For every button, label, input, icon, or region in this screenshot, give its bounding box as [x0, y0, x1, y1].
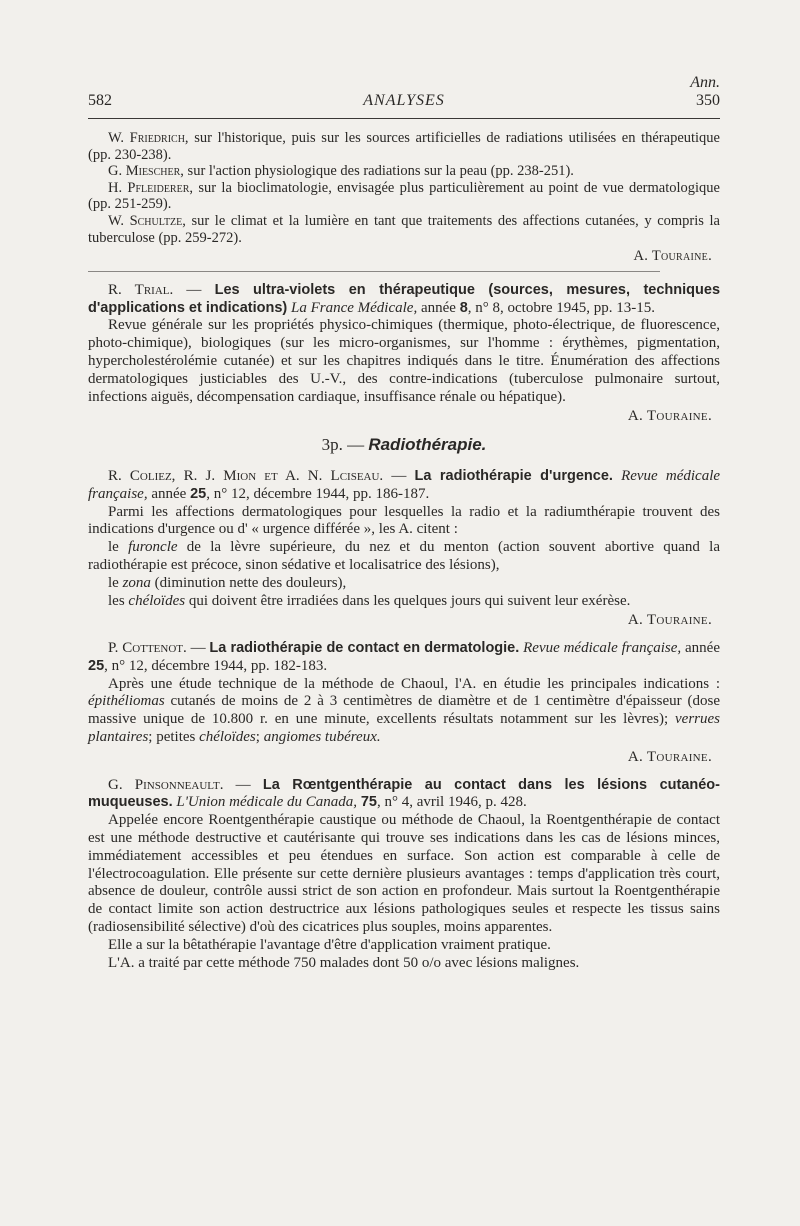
ref-text: , n° 12, décembre 1944, pp. 182-183.: [104, 657, 328, 674]
body-text: le: [108, 574, 123, 591]
signature: A. Touraine.: [633, 248, 712, 265]
journal-name: La France Médicale,: [287, 299, 418, 316]
entry-title: La radiothérapie de contact en dermatologie.: [209, 640, 520, 657]
signature: A. Touraine.: [627, 612, 712, 629]
body-text: le: [108, 539, 129, 556]
body-text: qui doivent être irradiées dans les quelques jours qui suivent leur exérèse.: [185, 592, 631, 609]
dash: —: [342, 435, 369, 455]
body-text: ; petites: [148, 729, 200, 746]
prelude-line: [88, 163, 720, 180]
abstract-entry: [88, 282, 720, 426]
prelude-author: W. Schultze,: [108, 212, 186, 229]
prelude-line: [88, 130, 720, 163]
body-italic: verrues plantaires: [88, 711, 720, 746]
page-content: [88, 130, 720, 972]
entry-citation: [88, 777, 720, 813]
ref-volume: 8: [459, 299, 468, 316]
entry-body-item: [88, 593, 720, 611]
signature: A. Touraine.: [627, 748, 712, 765]
ref-text: , n° 4, avril 1946, p. 428.: [376, 794, 527, 811]
entry-author: G. Pinsonneault.: [108, 776, 224, 793]
body-text: ;: [255, 729, 264, 746]
abstract-entry: [88, 468, 720, 630]
body-text: les: [108, 592, 129, 609]
body-italic: zona: [122, 574, 151, 591]
ref-volume: 75: [360, 794, 377, 811]
entry-title: La radiothérapie d'urgence.: [414, 467, 613, 484]
running-title: ANALYSES: [363, 92, 445, 109]
separator: [88, 271, 660, 272]
section-heading: [88, 436, 720, 454]
section-code: 3p.: [321, 435, 343, 455]
entry-citation: [88, 282, 720, 318]
prelude-line: [88, 180, 720, 213]
section-title: Radiothérapie.: [368, 435, 487, 455]
dash: —: [186, 640, 210, 657]
volume-number: 350: [696, 92, 720, 109]
journal-name: Revue médicale française,: [519, 640, 682, 657]
entry-body: Elle a sur la bêtathérapie l'avantage d'être d'application vraiment pratique.: [108, 936, 551, 953]
entry-body: Revue générale sur les propriétés physico-chimiques (thermique, photo-électrique, de fluorescence, photo-chimique), biologiques (sur les micro-organismes, sur l'homme : érythèmes, pigmentation, hypercholestérolémie cutanée) et sur les chapitres indiqués dans le titre. Énumération des affections dermatologiques justiciables des U.-V., des contre-indications (tuberculose pulmonaire surtout, infections aiguës, décompensation cardiaque, insuffisance rénale ou hépatique).: [88, 317, 720, 405]
entry-body: Parmi les affections dermatologiques pour lesquelles la radio et la radiumthérapie trouvent des indications d'urgence ou d' « urgence différée », les A. citent :: [88, 503, 720, 538]
abstract-entry: [88, 640, 720, 767]
body-italic: chéloïdes: [128, 592, 186, 609]
entry-body-item: [88, 539, 720, 575]
entry-body: Appelée encore Roentgenthérapie caustique ou méthode de Chaoul, la Roentgenthérapie de contact est une méthode destructive et cautérisante qui trouve ses indications dans les cas de lésions minces, immédiatement accessibles et peu étendues en surface. Son action est comparable à celle de l'électrocoagulation. Elle présente sur cette dernière plusieurs avantages : temps d'application très court, absence de douleur, contrôle aussi strict de son action en profondeur. Mais surtout la Roentgenthérapie de contact limite son action destructrice aux lésions pathologiques seules et respecte les tissus sains (radiosensibilité sélective) d'où des cicatrices plus souples, moins apparentes.: [88, 812, 720, 936]
ref-volume: 25: [190, 485, 207, 502]
header-rule: [88, 118, 720, 119]
body-text: (diminution nette des douleurs),: [150, 574, 347, 591]
entry-author: R. Coliez, R. J. Mion et A. N. Lciseau.: [108, 467, 384, 484]
entry-body: L'A. a traité par cette méthode 750 malades dont 50 o/o avec lésions malignes.: [108, 954, 580, 971]
ref-text: , n° 8, octobre 1945, pp. 13-15.: [467, 299, 655, 316]
entry-citation: [88, 640, 720, 676]
entry-author: R. Trial.: [108, 281, 174, 298]
prelude-text: sur la bioclimatologie, envisagée plus particulièrement au point de vue dermatologique (pp. 251-259).: [88, 179, 720, 213]
entry-title: Les ultra-violets en thérapeutique (sources, mesures, techniques d'applications et indications): [88, 281, 721, 316]
ref-text: année: [417, 299, 460, 316]
ref-text: année: [147, 485, 191, 502]
body-text: de la lèvre supérieure, du nez et du menton (action souvent abortive quand la radiothérapie est précoce, sinon sédative et localisatrice des lésions),: [88, 539, 720, 573]
entry-author: P. Cottenot.: [108, 640, 187, 657]
prelude-author: G. Miescher,: [108, 163, 184, 180]
entry-body-item: [88, 575, 720, 593]
prelude-text: sur l'action physiologique des radiations sur la peau (pp. 238-251).: [183, 163, 574, 180]
prelude-author: H. Pfleiderer,: [108, 179, 194, 196]
prelude-list: [88, 130, 720, 265]
body-italic: furoncle: [128, 539, 178, 556]
abstract-entry: [88, 777, 720, 973]
signature: A. Touraine.: [627, 408, 712, 425]
body-italic: chéloïdes: [199, 729, 256, 746]
prelude-author: W. Friedrich,: [108, 130, 189, 146]
journal-abbrev: Ann.: [690, 74, 720, 91]
body-text: Après une étude technique de la méthode de Chaoul, l'A. en étudie les principales indications :: [108, 675, 720, 692]
body-text: cutanés de moins de 2 à 3 centimètres de diamètre et de 1 centimètre d'épaisseur (dose massive unique de 10.800 r. en une minute, excellents résultats notamment sur les lèvres);: [88, 693, 720, 728]
dash: —: [173, 281, 215, 298]
prelude-line: [88, 213, 720, 246]
page-number: 582: [88, 92, 112, 109]
entry-body: [88, 676, 720, 747]
page-header: [88, 74, 720, 120]
prelude-text: sur le climat et la lumière en tant que traitements des affections cutanées, y compris la tuberculose (pp. 259-272).: [88, 212, 720, 246]
body-italic: épithéliomas: [88, 693, 165, 710]
ref-volume: 25: [88, 657, 105, 674]
ref-text: année: [681, 640, 720, 657]
prelude-text: sur l'historique, puis sur les sources artificielles de radiations utilisées en thérapeutique (pp. 230-238).: [88, 130, 720, 163]
body-italic: angiomes tubéreux.: [263, 729, 381, 746]
journal-name: L'Union médicale du Canada,: [172, 794, 358, 811]
ref-text: , n° 12, décembre 1944, pp. 186-187.: [206, 485, 430, 502]
journal-name: Revue médicale française,: [88, 467, 721, 502]
entry-citation: [88, 468, 720, 504]
dash: —: [383, 467, 415, 484]
entry-title: La Rœntgenthérapie au contact dans les lésions cutanéo-muqueuses.: [88, 776, 720, 811]
dash: —: [223, 776, 263, 793]
